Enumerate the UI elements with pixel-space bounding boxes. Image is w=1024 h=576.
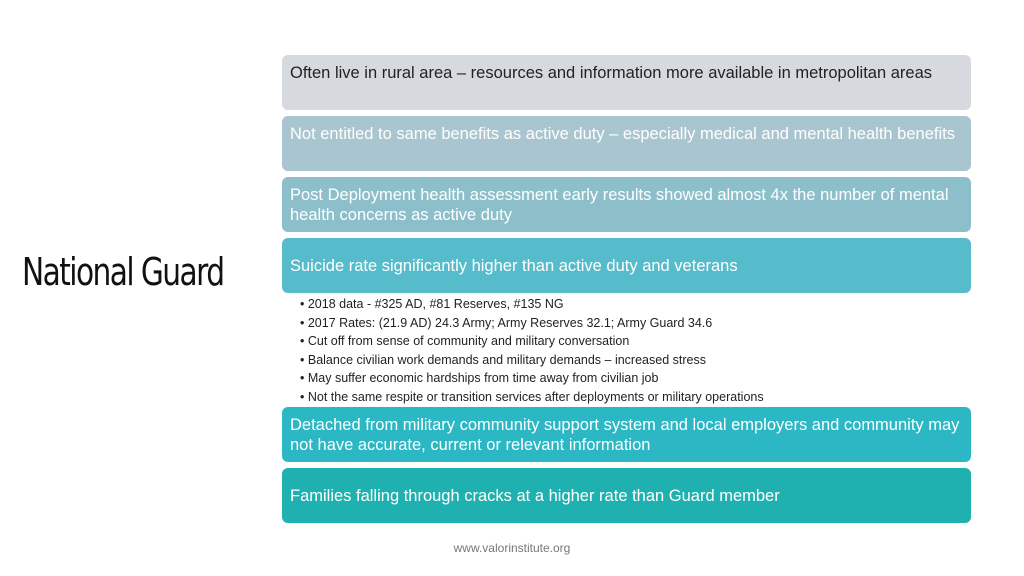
list-item: • May suffer economic hardships from time away from civilian job xyxy=(300,369,970,388)
point-benefits: Not entitled to same benefits as active duty – especially medical and mental health benefits xyxy=(282,116,971,171)
list-item: • 2017 Rates: (21.9 AD) 24.3 Army; Army Reserves 32.1; Army Guard 34.6 xyxy=(300,314,970,333)
list-item: • Balance civilian work demands and military demands – increased stress xyxy=(300,351,970,370)
suicide-details-list xyxy=(300,295,970,406)
point-health-assessment: Post Deployment health assessment early results showed almost 4x the number of mental health concerns as active duty xyxy=(282,177,971,232)
footer-url: www.valorinstitute.org xyxy=(453,541,571,555)
point-suicide-rate-text: Suicide rate significantly higher than active duty and veterans xyxy=(290,256,738,275)
list-item: • 2018 data - #325 AD, #81 Reserves, #135 NG xyxy=(300,295,970,314)
list-item: • Not the same respite or transition services after deployments or military operations xyxy=(300,388,970,407)
list-item: • Cut off from sense of community and military conversation xyxy=(300,332,970,351)
point-rural-area: Often live in rural area – resources and information more available in metropolitan areas xyxy=(282,55,971,110)
slide-title: National Guard xyxy=(22,250,224,294)
point-community-support: Detached from military community support system and local employers and community may not have accurate, current or relevant information xyxy=(282,407,971,462)
point-families xyxy=(282,468,971,523)
point-families-text: Families falling through cracks at a higher rate than Guard member xyxy=(290,486,780,505)
point-suicide-rate xyxy=(282,238,971,293)
